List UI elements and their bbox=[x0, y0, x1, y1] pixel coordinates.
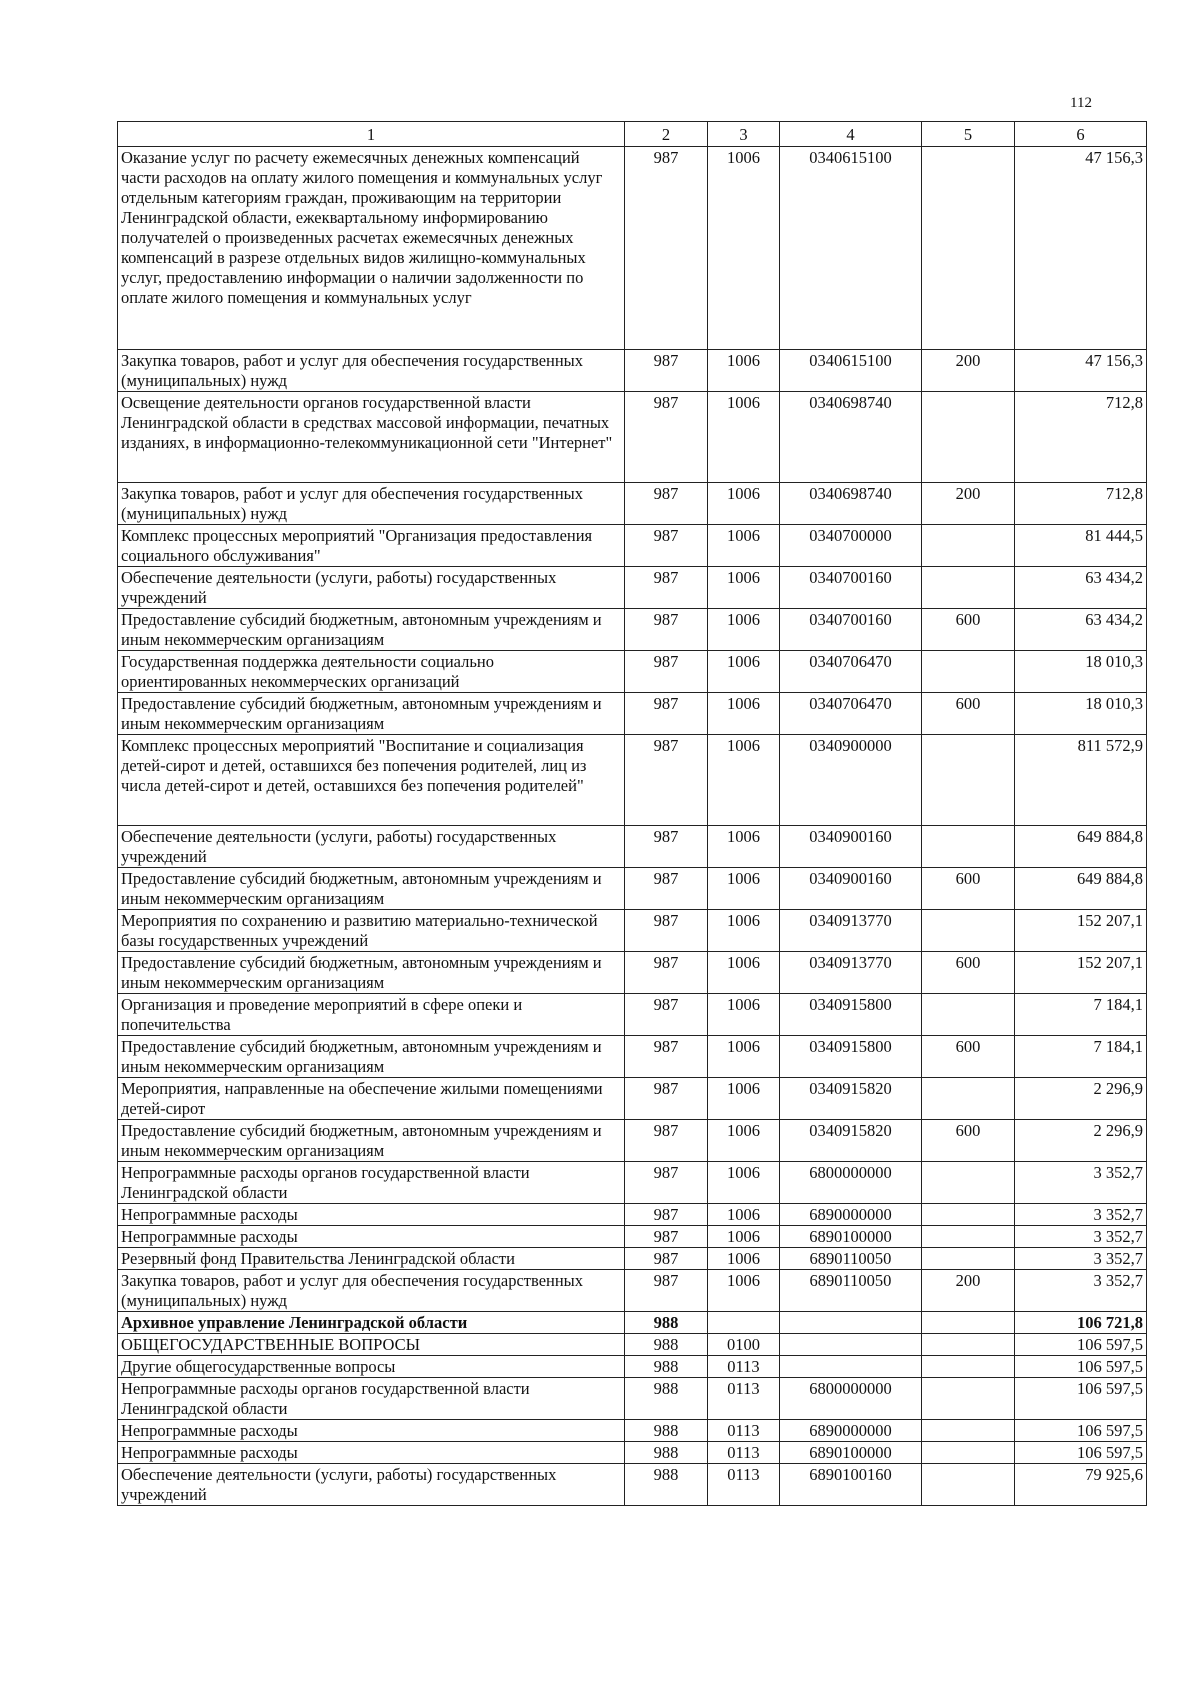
row-col2-cell: 988 bbox=[625, 1356, 708, 1378]
row-amount-cell: 106 597,5 bbox=[1015, 1420, 1147, 1442]
table-row bbox=[118, 868, 1147, 910]
row-amount-cell: 18 010,3 bbox=[1015, 651, 1147, 693]
row-col2-cell: 987 bbox=[625, 952, 708, 994]
row-amount-cell: 7 184,1 bbox=[1015, 994, 1147, 1036]
table-row bbox=[118, 392, 1147, 483]
row-amount-cell: 3 352,7 bbox=[1015, 1248, 1147, 1270]
row-col4-cell: 6890100000 bbox=[780, 1442, 922, 1464]
row-col5-cell bbox=[922, 525, 1015, 567]
row-col3-cell: 1006 bbox=[708, 1120, 780, 1162]
row-amount-cell: 152 207,1 bbox=[1015, 952, 1147, 994]
row-col4-cell: 0340915820 bbox=[780, 1120, 922, 1162]
row-col3-cell: 1006 bbox=[708, 693, 780, 735]
row-col3-cell: 1006 bbox=[708, 651, 780, 693]
row-name-cell: Обеспечение деятельности (услуги, работы) государственных учреждений bbox=[118, 567, 625, 609]
column-header: 4 bbox=[780, 122, 922, 147]
row-col5-cell bbox=[922, 1442, 1015, 1464]
row-name-cell: Предоставление субсидий бюджетным, автономным учреждениям и иным некоммерческим организациям bbox=[118, 693, 625, 735]
table-row bbox=[118, 994, 1147, 1036]
row-col5-cell bbox=[922, 994, 1015, 1036]
table-row bbox=[118, 910, 1147, 952]
row-col4-cell: 6890100160 bbox=[780, 1464, 922, 1506]
row-col3-cell: 0113 bbox=[708, 1356, 780, 1378]
row-name-cell: Комплекс процессных мероприятий "Воспитание и социализация детей-сирот и детей, оставшихся без попечения родителей, лиц из числа детей-сирот и детей, оставшихся без попечения родителей" bbox=[118, 735, 625, 826]
row-col5-cell: 200 bbox=[922, 1270, 1015, 1312]
row-name-cell: ОБЩЕГОСУДАРСТВЕННЫЕ ВОПРОСЫ bbox=[118, 1334, 625, 1356]
row-col2-cell: 988 bbox=[625, 1378, 708, 1420]
row-amount-cell: 81 444,5 bbox=[1015, 525, 1147, 567]
row-col5-cell: 600 bbox=[922, 868, 1015, 910]
row-col3-cell: 1006 bbox=[708, 1204, 780, 1226]
column-header: 1 bbox=[118, 122, 625, 147]
row-col5-cell: 600 bbox=[922, 609, 1015, 651]
row-col3-cell: 1006 bbox=[708, 1078, 780, 1120]
row-col4-cell: 0340615100 bbox=[780, 147, 922, 350]
row-col2-cell: 987 bbox=[625, 147, 708, 350]
row-amount-cell: 3 352,7 bbox=[1015, 1162, 1147, 1204]
row-col5-cell bbox=[922, 735, 1015, 826]
row-amount-cell: 3 352,7 bbox=[1015, 1226, 1147, 1248]
row-amount-cell: 47 156,3 bbox=[1015, 350, 1147, 392]
column-header: 3 bbox=[708, 122, 780, 147]
table-row bbox=[118, 1078, 1147, 1120]
row-name-cell: Предоставление субсидий бюджетным, автономным учреждениям и иным некоммерческим организациям bbox=[118, 1120, 625, 1162]
row-col4-cell bbox=[780, 1312, 922, 1334]
row-amount-cell: 47 156,3 bbox=[1015, 147, 1147, 350]
row-amount-cell: 106 597,5 bbox=[1015, 1356, 1147, 1378]
row-col4-cell: 0340700000 bbox=[780, 525, 922, 567]
row-col4-cell: 6800000000 bbox=[780, 1378, 922, 1420]
row-col5-cell: 200 bbox=[922, 483, 1015, 525]
row-name-cell: Закупка товаров, работ и услуг для обеспечения государственных (муниципальных) нужд bbox=[118, 1270, 625, 1312]
row-name-cell: Предоставление субсидий бюджетным, автономным учреждениям и иным некоммерческим организациям bbox=[118, 1036, 625, 1078]
row-name-cell: Обеспечение деятельности (услуги, работы) государственных учреждений bbox=[118, 826, 625, 868]
row-name-cell: Непрограммные расходы bbox=[118, 1420, 625, 1442]
row-col3-cell: 1006 bbox=[708, 1162, 780, 1204]
column-header: 2 bbox=[625, 122, 708, 147]
row-col4-cell: 6890100000 bbox=[780, 1226, 922, 1248]
row-name-cell: Предоставление субсидий бюджетным, автономным учреждениям и иным некоммерческим организациям bbox=[118, 868, 625, 910]
row-col2-cell: 987 bbox=[625, 609, 708, 651]
row-col3-cell: 1006 bbox=[708, 868, 780, 910]
column-header: 5 bbox=[922, 122, 1015, 147]
row-col3-cell: 1006 bbox=[708, 483, 780, 525]
row-col3-cell: 1006 bbox=[708, 910, 780, 952]
table-row bbox=[118, 147, 1147, 350]
row-name-cell: Предоставление субсидий бюджетным, автономным учреждениям и иным некоммерческим организациям bbox=[118, 609, 625, 651]
row-name-cell: Непрограммные расходы bbox=[118, 1204, 625, 1226]
row-col4-cell: 0340698740 bbox=[780, 483, 922, 525]
row-col4-cell: 6890000000 bbox=[780, 1420, 922, 1442]
row-amount-cell: 18 010,3 bbox=[1015, 693, 1147, 735]
row-amount-cell: 152 207,1 bbox=[1015, 910, 1147, 952]
row-col2-cell: 987 bbox=[625, 483, 708, 525]
row-col4-cell: 0340915800 bbox=[780, 1036, 922, 1078]
row-col3-cell: 0100 bbox=[708, 1334, 780, 1356]
row-col4-cell bbox=[780, 1356, 922, 1378]
row-col3-cell: 1006 bbox=[708, 952, 780, 994]
row-col2-cell: 987 bbox=[625, 910, 708, 952]
row-amount-cell: 106 721,8 bbox=[1015, 1312, 1147, 1334]
row-amount-cell: 811 572,9 bbox=[1015, 735, 1147, 826]
row-col4-cell: 0340900160 bbox=[780, 868, 922, 910]
row-amount-cell: 106 597,5 bbox=[1015, 1334, 1147, 1356]
row-col3-cell: 1006 bbox=[708, 994, 780, 1036]
row-amount-cell: 63 434,2 bbox=[1015, 609, 1147, 651]
row-col5-cell bbox=[922, 1420, 1015, 1442]
row-col2-cell: 987 bbox=[625, 868, 708, 910]
row-col3-cell: 1006 bbox=[708, 826, 780, 868]
table-row bbox=[118, 693, 1147, 735]
table-row bbox=[118, 1378, 1147, 1420]
row-col2-cell: 988 bbox=[625, 1420, 708, 1442]
row-col4-cell: 0340615100 bbox=[780, 350, 922, 392]
row-name-cell: Закупка товаров, работ и услуг для обеспечения государственных (муниципальных) нужд bbox=[118, 483, 625, 525]
row-col4-cell: 0340900160 bbox=[780, 826, 922, 868]
row-col2-cell: 988 bbox=[625, 1334, 708, 1356]
row-col3-cell: 1006 bbox=[708, 350, 780, 392]
row-col5-cell: 600 bbox=[922, 693, 1015, 735]
table-row bbox=[118, 1204, 1147, 1226]
row-col2-cell: 988 bbox=[625, 1464, 708, 1506]
table-row bbox=[118, 1226, 1147, 1248]
row-name-cell: Государственная поддержка деятельности социально ориентированных некоммерческих организаций bbox=[118, 651, 625, 693]
row-col2-cell: 987 bbox=[625, 350, 708, 392]
table-row bbox=[118, 609, 1147, 651]
row-col3-cell: 1006 bbox=[708, 1226, 780, 1248]
row-amount-cell: 712,8 bbox=[1015, 392, 1147, 483]
row-name-cell: Мероприятия, направленные на обеспечение жилыми помещениями детей-сирот bbox=[118, 1078, 625, 1120]
row-name-cell: Непрограммные расходы органов государственной власти Ленинградской области bbox=[118, 1162, 625, 1204]
table-row bbox=[118, 350, 1147, 392]
row-col3-cell: 1006 bbox=[708, 567, 780, 609]
row-col4-cell: 0340900000 bbox=[780, 735, 922, 826]
row-col3-cell bbox=[708, 1312, 780, 1334]
row-amount-cell: 3 352,7 bbox=[1015, 1270, 1147, 1312]
table-body bbox=[118, 147, 1147, 1506]
row-col5-cell: 600 bbox=[922, 1120, 1015, 1162]
row-col2-cell: 987 bbox=[625, 1226, 708, 1248]
row-name-cell: Закупка товаров, работ и услуг для обеспечения государственных (муниципальных) нужд bbox=[118, 350, 625, 392]
row-col3-cell: 0113 bbox=[708, 1378, 780, 1420]
row-col2-cell: 987 bbox=[625, 1078, 708, 1120]
table-row bbox=[118, 1270, 1147, 1312]
row-amount-cell: 2 296,9 bbox=[1015, 1120, 1147, 1162]
table-row bbox=[118, 1312, 1147, 1334]
row-amount-cell: 106 597,5 bbox=[1015, 1442, 1147, 1464]
row-col5-cell bbox=[922, 910, 1015, 952]
row-name-cell: Освещение деятельности органов государственной власти Ленинградской области в средствах массовой информации, печатных изданиях, в информационно-телекоммуникационной сети "Интернет" bbox=[118, 392, 625, 483]
table-row bbox=[118, 1036, 1147, 1078]
row-col5-cell bbox=[922, 826, 1015, 868]
row-col5-cell bbox=[922, 1078, 1015, 1120]
table-row bbox=[118, 651, 1147, 693]
table-header-row bbox=[118, 122, 1147, 147]
row-col2-cell: 988 bbox=[625, 1312, 708, 1334]
row-col5-cell bbox=[922, 1204, 1015, 1226]
column-header: 6 bbox=[1015, 122, 1147, 147]
row-col5-cell bbox=[922, 1312, 1015, 1334]
row-col4-cell: 0340915800 bbox=[780, 994, 922, 1036]
row-name-cell: Комплекс процессных мероприятий "Организация предоставления социального обслуживания" bbox=[118, 525, 625, 567]
row-col3-cell: 1006 bbox=[708, 392, 780, 483]
table-row bbox=[118, 483, 1147, 525]
row-col4-cell: 0340706470 bbox=[780, 651, 922, 693]
row-col4-cell: 0340913770 bbox=[780, 910, 922, 952]
row-name-cell: Обеспечение деятельности (услуги, работы) государственных учреждений bbox=[118, 1464, 625, 1506]
row-name-cell: Непрограммные расходы bbox=[118, 1226, 625, 1248]
row-name-cell: Непрограммные расходы bbox=[118, 1442, 625, 1464]
row-name-cell: Непрограммные расходы органов государственной власти Ленинградской области bbox=[118, 1378, 625, 1420]
table-row bbox=[118, 1356, 1147, 1378]
row-col3-cell: 1006 bbox=[708, 1270, 780, 1312]
row-name-cell: Другие общегосударственные вопросы bbox=[118, 1356, 625, 1378]
row-amount-cell: 7 184,1 bbox=[1015, 1036, 1147, 1078]
row-col3-cell: 1006 bbox=[708, 1248, 780, 1270]
table-row bbox=[118, 1248, 1147, 1270]
row-col2-cell: 987 bbox=[625, 1204, 708, 1226]
row-col5-cell: 600 bbox=[922, 1036, 1015, 1078]
row-name-cell: Организация и проведение мероприятий в сфере опеки и попечительства bbox=[118, 994, 625, 1036]
table-row bbox=[118, 826, 1147, 868]
row-col2-cell: 987 bbox=[625, 1162, 708, 1204]
table-row bbox=[118, 567, 1147, 609]
row-col4-cell bbox=[780, 1334, 922, 1356]
row-amount-cell: 2 296,9 bbox=[1015, 1078, 1147, 1120]
row-col3-cell: 1006 bbox=[708, 609, 780, 651]
row-col3-cell: 0113 bbox=[708, 1420, 780, 1442]
row-col4-cell: 0340700160 bbox=[780, 609, 922, 651]
row-col2-cell: 987 bbox=[625, 392, 708, 483]
table-row bbox=[118, 735, 1147, 826]
row-amount-cell: 106 597,5 bbox=[1015, 1378, 1147, 1420]
row-col3-cell: 1006 bbox=[708, 735, 780, 826]
row-col5-cell: 600 bbox=[922, 952, 1015, 994]
row-name-cell: Мероприятия по сохранению и развитию материально-технической базы государственных учреждений bbox=[118, 910, 625, 952]
row-amount-cell: 712,8 bbox=[1015, 483, 1147, 525]
row-col2-cell: 987 bbox=[625, 1248, 708, 1270]
row-col3-cell: 1006 bbox=[708, 525, 780, 567]
row-col4-cell: 6890110050 bbox=[780, 1248, 922, 1270]
table-row bbox=[118, 1120, 1147, 1162]
row-col2-cell: 987 bbox=[625, 994, 708, 1036]
row-col2-cell: 987 bbox=[625, 1270, 708, 1312]
row-col4-cell: 6800000000 bbox=[780, 1162, 922, 1204]
row-col4-cell: 6890110050 bbox=[780, 1270, 922, 1312]
row-col5-cell bbox=[922, 147, 1015, 350]
row-col5-cell bbox=[922, 1226, 1015, 1248]
row-col2-cell: 987 bbox=[625, 525, 708, 567]
row-col3-cell: 0113 bbox=[708, 1464, 780, 1506]
row-col5-cell bbox=[922, 392, 1015, 483]
row-col2-cell: 987 bbox=[625, 1120, 708, 1162]
table-row bbox=[118, 1420, 1147, 1442]
row-amount-cell: 649 884,8 bbox=[1015, 826, 1147, 868]
row-col4-cell: 0340915820 bbox=[780, 1078, 922, 1120]
table-row bbox=[118, 1464, 1147, 1506]
row-col5-cell bbox=[922, 1162, 1015, 1204]
row-name-cell: Архивное управление Ленинградской области bbox=[118, 1312, 625, 1334]
row-col5-cell bbox=[922, 1356, 1015, 1378]
row-col5-cell: 200 bbox=[922, 350, 1015, 392]
row-amount-cell: 63 434,2 bbox=[1015, 567, 1147, 609]
row-amount-cell: 649 884,8 bbox=[1015, 868, 1147, 910]
row-col5-cell bbox=[922, 651, 1015, 693]
row-col2-cell: 988 bbox=[625, 1442, 708, 1464]
row-col4-cell: 0340706470 bbox=[780, 693, 922, 735]
row-col4-cell: 0340700160 bbox=[780, 567, 922, 609]
row-col5-cell bbox=[922, 1378, 1015, 1420]
table-row bbox=[118, 952, 1147, 994]
table-row bbox=[118, 525, 1147, 567]
page-number: 112 bbox=[1070, 95, 1092, 111]
row-col4-cell: 0340913770 bbox=[780, 952, 922, 994]
row-name-cell: Предоставление субсидий бюджетным, автономным учреждениям и иным некоммерческим организациям bbox=[118, 952, 625, 994]
budget-table bbox=[117, 121, 1147, 1506]
row-col2-cell: 987 bbox=[625, 693, 708, 735]
row-col5-cell bbox=[922, 1464, 1015, 1506]
row-col4-cell: 6890000000 bbox=[780, 1204, 922, 1226]
row-col2-cell: 987 bbox=[625, 826, 708, 868]
row-amount-cell: 3 352,7 bbox=[1015, 1204, 1147, 1226]
row-col4-cell: 0340698740 bbox=[780, 392, 922, 483]
row-col3-cell: 1006 bbox=[708, 1036, 780, 1078]
table-row bbox=[118, 1162, 1147, 1204]
row-name-cell: Резервный фонд Правительства Ленинградской области bbox=[118, 1248, 625, 1270]
row-name-cell: Оказание услуг по расчету ежемесячных денежных компенсаций части расходов на оплату жилого помещения и коммунальных услуг отдельным категориям граждан, проживающим на территории Ленинградской области, ежеквартальному информированию получателей о произведенных расчетах ежемесячных денежных компенсаций в разрезе отдельных видов жилищно-коммунальных услуг, предоставлению информации о наличии задолженности по оплате жилого помещения и коммунальных услуг bbox=[118, 147, 625, 350]
row-col2-cell: 987 bbox=[625, 651, 708, 693]
row-col3-cell: 0113 bbox=[708, 1442, 780, 1464]
row-col5-cell bbox=[922, 1248, 1015, 1270]
row-col3-cell: 1006 bbox=[708, 147, 780, 350]
row-col5-cell bbox=[922, 1334, 1015, 1356]
row-col2-cell: 987 bbox=[625, 1036, 708, 1078]
row-col2-cell: 987 bbox=[625, 735, 708, 826]
table-row bbox=[118, 1442, 1147, 1464]
row-col2-cell: 987 bbox=[625, 567, 708, 609]
row-amount-cell: 79 925,6 bbox=[1015, 1464, 1147, 1506]
row-col5-cell bbox=[922, 567, 1015, 609]
table-row bbox=[118, 1334, 1147, 1356]
